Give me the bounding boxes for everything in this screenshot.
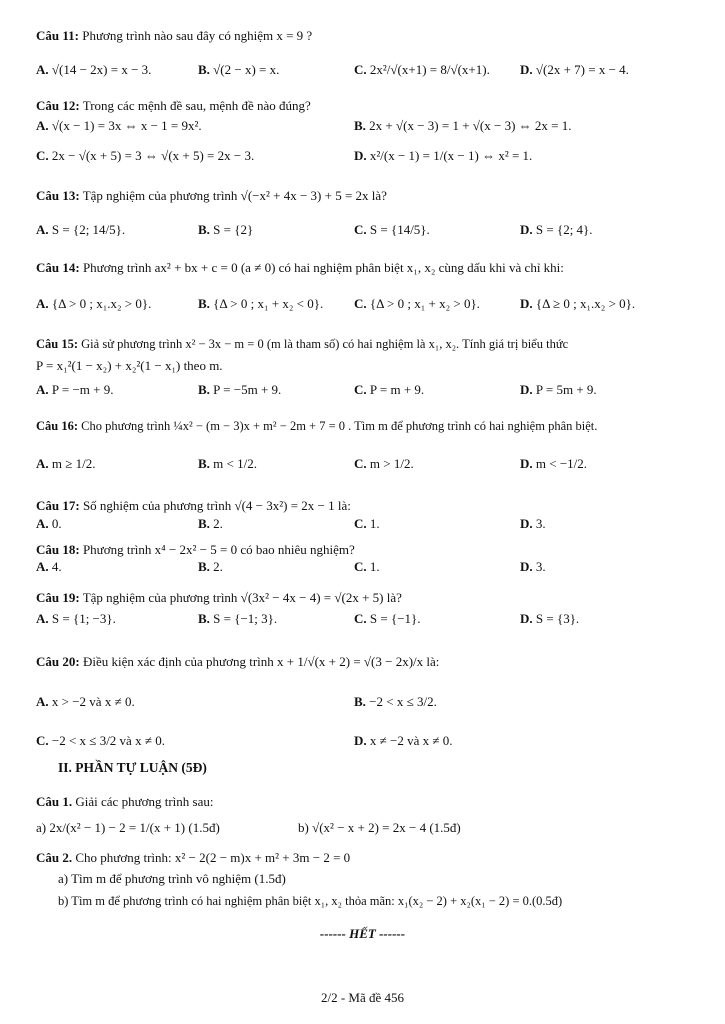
essay-question-1 [36, 794, 701, 810]
option-text: 4. [51, 559, 62, 574]
q14-option-c[interactable] [354, 296, 480, 312]
option-label: D. [520, 62, 533, 77]
option-text: 2. [213, 516, 223, 531]
q13-option-b[interactable] [198, 222, 253, 238]
option-label: D. [520, 611, 533, 626]
q16-option-b[interactable] [198, 456, 257, 472]
option-label: C. [354, 296, 367, 311]
question-15-line2 [36, 358, 701, 374]
question-label: Câu 13: [36, 188, 80, 203]
option-text: S = {1; −3}. [51, 611, 116, 626]
option-label: D. [354, 148, 367, 163]
option-text: x > −2 và x ≠ 0. [51, 694, 135, 709]
question-label: Câu 17: [36, 498, 80, 513]
essay-2a: a) Tìm m để phương trình vô nghiệm (1.5đ) [58, 871, 286, 886]
question-label: Câu 20: [36, 654, 80, 669]
question-text: Phương trình x⁴ − 2x² − 5 = 0 có bao nhiêu nghiệm? [82, 542, 355, 557]
option-text: √(2 − x) = x. [213, 62, 280, 77]
q19-option-c[interactable] [354, 611, 421, 627]
option-label: B. [198, 611, 210, 626]
option-label: B. [198, 296, 210, 311]
option-label: A. [36, 222, 49, 237]
option-text: x ≠ −2 và x ≠ 0. [369, 733, 453, 748]
q18-option-c[interactable] [354, 559, 380, 575]
q20-option-c[interactable] [36, 733, 165, 749]
question-text: Tập nghiệm của phương trình √(3x² − 4x − 4) = √(2x + 5) là? [82, 590, 402, 605]
q19-option-b[interactable] [198, 611, 277, 627]
option-label: B. [354, 118, 366, 133]
question-11 [36, 28, 701, 44]
option-label: A. [36, 611, 49, 626]
question-label: Câu 12: [36, 98, 80, 113]
option-text: 2. [213, 559, 223, 574]
option-label: A. [36, 118, 49, 133]
question-text: Phương trình nào sau đây có nghiệm x = 9 ? [82, 28, 313, 43]
option-label: D. [354, 733, 367, 748]
question-20 [36, 654, 701, 670]
question-text: Giả sử phương trình x² − 3x − m = 0 (m là tham số) có hai nghiệm là x₁, x₂. Tính giá trị biểu thức [81, 337, 569, 351]
q14-option-b[interactable] [198, 296, 323, 312]
question-text: Điều kiện xác định của phương trình x + 1/√(x + 2) = √(3 − 2x)/x là: [82, 654, 440, 669]
page-footer: 2/2 - Mã đề 456 [320, 990, 405, 1005]
question-text: Giải các phương trình sau: [75, 794, 214, 809]
option-label: C. [354, 516, 367, 531]
q14-option-d[interactable] [520, 296, 635, 312]
q12-option-a[interactable] [36, 118, 202, 134]
option-label: C. [354, 456, 367, 471]
option-text: 1. [369, 559, 380, 574]
option-text: P = −5m + 9. [213, 382, 282, 397]
option-label: C. [354, 382, 367, 397]
option-text: {Δ > 0 ; x₁ + x₂ > 0}. [369, 296, 480, 311]
question-label: Câu 14: [36, 260, 80, 275]
q18-option-b[interactable] [198, 559, 223, 575]
question-12 [36, 98, 701, 114]
option-text: m < −1/2. [535, 456, 588, 471]
option-text: S = {14/5}. [369, 222, 430, 237]
option-text: P = 5m + 9. [535, 382, 597, 397]
question-15 [36, 336, 701, 352]
option-text: √(x − 1) = 3x ⇔ x − 1 = 9x². [51, 118, 202, 133]
q17-option-b[interactable] [198, 516, 223, 532]
option-label: C. [36, 148, 49, 163]
option-label: A. [36, 296, 49, 311]
option-label: D. [520, 222, 533, 237]
option-text: {Δ > 0 ; x₁.x₂ > 0}. [51, 296, 152, 311]
option-label: A. [36, 382, 49, 397]
q16-option-c[interactable] [354, 456, 414, 472]
option-label: C. [354, 222, 367, 237]
option-text: {Δ ≥ 0 ; x₁.x₂ > 0}. [535, 296, 636, 311]
q15-option-c[interactable] [354, 382, 424, 398]
option-text: 2x²/√(x+1) = 8/√(x+1). [369, 62, 490, 77]
option-label: A. [36, 516, 49, 531]
question-18 [36, 542, 701, 558]
option-text: √(14 − 2x) = x − 3. [51, 62, 152, 77]
option-text: S = {3}. [535, 611, 580, 626]
end-marker: ------ HẾT ------ [319, 926, 406, 941]
option-label: D. [520, 559, 533, 574]
option-text: 2x − √(x + 5) = 3 ⇔ √(x + 5) = 2x − 3. [51, 148, 255, 163]
q19-option-a[interactable] [36, 611, 116, 627]
q12-option-b[interactable] [354, 118, 572, 134]
question-17 [36, 498, 701, 514]
question-text: Cho phương trình: x² − 2(2 − m)x + m² + 3m − 2 = 0 [75, 850, 351, 865]
q11-option-b[interactable] [198, 62, 279, 78]
option-text: 1. [369, 516, 380, 531]
option-text: P = m + 9. [369, 382, 425, 397]
option-label: C. [354, 559, 367, 574]
q17-option-d[interactable] [520, 516, 546, 532]
q13-option-a[interactable] [36, 222, 125, 238]
essay-1a: a) 2x/(x² − 1) − 2 = 1/(x + 1) (1.5đ) [36, 820, 220, 835]
option-label: A. [36, 694, 49, 709]
q11-option-c[interactable] [354, 62, 490, 78]
essay-2b: b) Tìm m để phương trình có hai nghiệm phân biệt x₁, x₂ thỏa mãn: x₁(x₂ − 2) + x₂(x₁ − 2) = 0.(0.5đ) [58, 894, 563, 908]
q11-option-a[interactable] [36, 62, 151, 78]
question-14 [36, 260, 701, 276]
option-text: S = {−1}. [369, 611, 421, 626]
q15-option-b[interactable] [198, 382, 281, 398]
option-label: C. [354, 611, 367, 626]
option-text: S = {−1; 3}. [213, 611, 278, 626]
question-label: Câu 18: [36, 542, 80, 557]
option-text: S = {2} [213, 222, 254, 237]
option-label: D. [520, 382, 533, 397]
question-label: Câu 16: [36, 419, 79, 433]
option-text: 3. [535, 559, 546, 574]
q16-option-a[interactable] [36, 456, 96, 472]
question-text: Trong các mệnh đề sau, mệnh đề nào đúng? [82, 98, 311, 113]
essay-question-2 [36, 850, 701, 866]
option-label: D. [520, 516, 533, 531]
section-title: II. PHẦN TỰ LUẬN (5Đ) [58, 760, 207, 775]
option-text: −2 < x ≤ 3/2 và x ≠ 0. [51, 733, 165, 748]
question-text: Số nghiệm của phương trình √(4 − 3x²) = 2x − 1 là: [82, 498, 351, 513]
option-label: D. [520, 456, 533, 471]
question-16 [36, 418, 701, 434]
option-label: D. [520, 296, 533, 311]
q20-option-d[interactable] [354, 733, 453, 749]
option-text: 2x + √(x − 3) = 1 + √(x − 3) ⇔ 2x = 1. [369, 118, 572, 133]
q12-option-c[interactable] [36, 148, 254, 164]
option-text: 0. [51, 516, 62, 531]
question-13 [36, 188, 701, 204]
question-19 [36, 590, 701, 606]
q20-option-b[interactable] [354, 694, 437, 710]
option-text: S = {2; 4}. [535, 222, 593, 237]
q18-option-d[interactable] [520, 559, 546, 575]
option-text: S = {2; 14/5}. [51, 222, 126, 237]
question-text: Tập nghiệm của phương trình √(−x² + 4x − 3) + 5 = 2x là? [82, 188, 387, 203]
option-text: P = −m + 9. [51, 382, 114, 397]
option-label: A. [36, 559, 49, 574]
question-label: Câu 2. [36, 850, 73, 865]
question-text: Phương trình ax² + bx + c = 0 (a ≠ 0) có hai nghiệm phân biệt x₁, x₂ cùng dấu khi và chỉ khi: [82, 260, 564, 275]
option-text: m < 1/2. [213, 456, 257, 471]
option-text: {Δ > 0 ; x₁ + x₂ < 0}. [213, 296, 324, 311]
option-label: A. [36, 62, 49, 77]
q14-option-a[interactable] [36, 296, 151, 312]
q18-option-a[interactable] [36, 559, 62, 575]
q17-option-a[interactable] [36, 516, 62, 532]
option-label: B. [198, 516, 210, 531]
option-label: C. [354, 62, 367, 77]
option-text: x²/(x − 1) = 1/(x − 1) ⇔ x² = 1. [369, 148, 533, 163]
q19-option-d[interactable] [520, 611, 579, 627]
q16-option-d[interactable] [520, 456, 587, 472]
question-label: Câu 1. [36, 794, 73, 809]
option-label: B. [354, 694, 366, 709]
option-label: B. [198, 62, 210, 77]
q20-option-a[interactable] [36, 694, 135, 710]
option-text: −2 < x ≤ 3/2. [369, 694, 437, 709]
option-text: √(2x + 7) = x − 4. [535, 62, 629, 77]
q11-option-d[interactable] [520, 62, 629, 78]
option-label: B. [198, 222, 210, 237]
q17-option-c[interactable] [354, 516, 380, 532]
option-label: A. [36, 456, 49, 471]
q15-option-d[interactable] [520, 382, 597, 398]
essay-1b: b) √(x² − x + 2) = 2x − 4 (1.5đ) [298, 820, 461, 835]
question-text: Cho phương trình ¼x² − (m − 3)x + m² − 2m + 7 = 0 . Tìm m để phương trình có hai nghiệm phân biệt. [81, 419, 598, 433]
question-label: Câu 15: [36, 337, 79, 351]
option-label: B. [198, 559, 210, 574]
option-label: C. [36, 733, 49, 748]
question-label: Câu 11: [36, 28, 79, 43]
option-label: B. [198, 382, 210, 397]
option-text: m ≥ 1/2. [51, 456, 96, 471]
option-label: B. [198, 456, 210, 471]
q13-option-d[interactable] [520, 222, 593, 238]
q12-option-d[interactable] [354, 148, 532, 164]
question-text-cont: P = x₁²(1 − x₂) + x₂²(1 − x₁) theo m. [36, 358, 223, 373]
option-text: m > 1/2. [369, 456, 414, 471]
option-text: 3. [535, 516, 546, 531]
q15-option-a[interactable] [36, 382, 114, 398]
q13-option-c[interactable] [354, 222, 430, 238]
question-label: Câu 19: [36, 590, 80, 605]
